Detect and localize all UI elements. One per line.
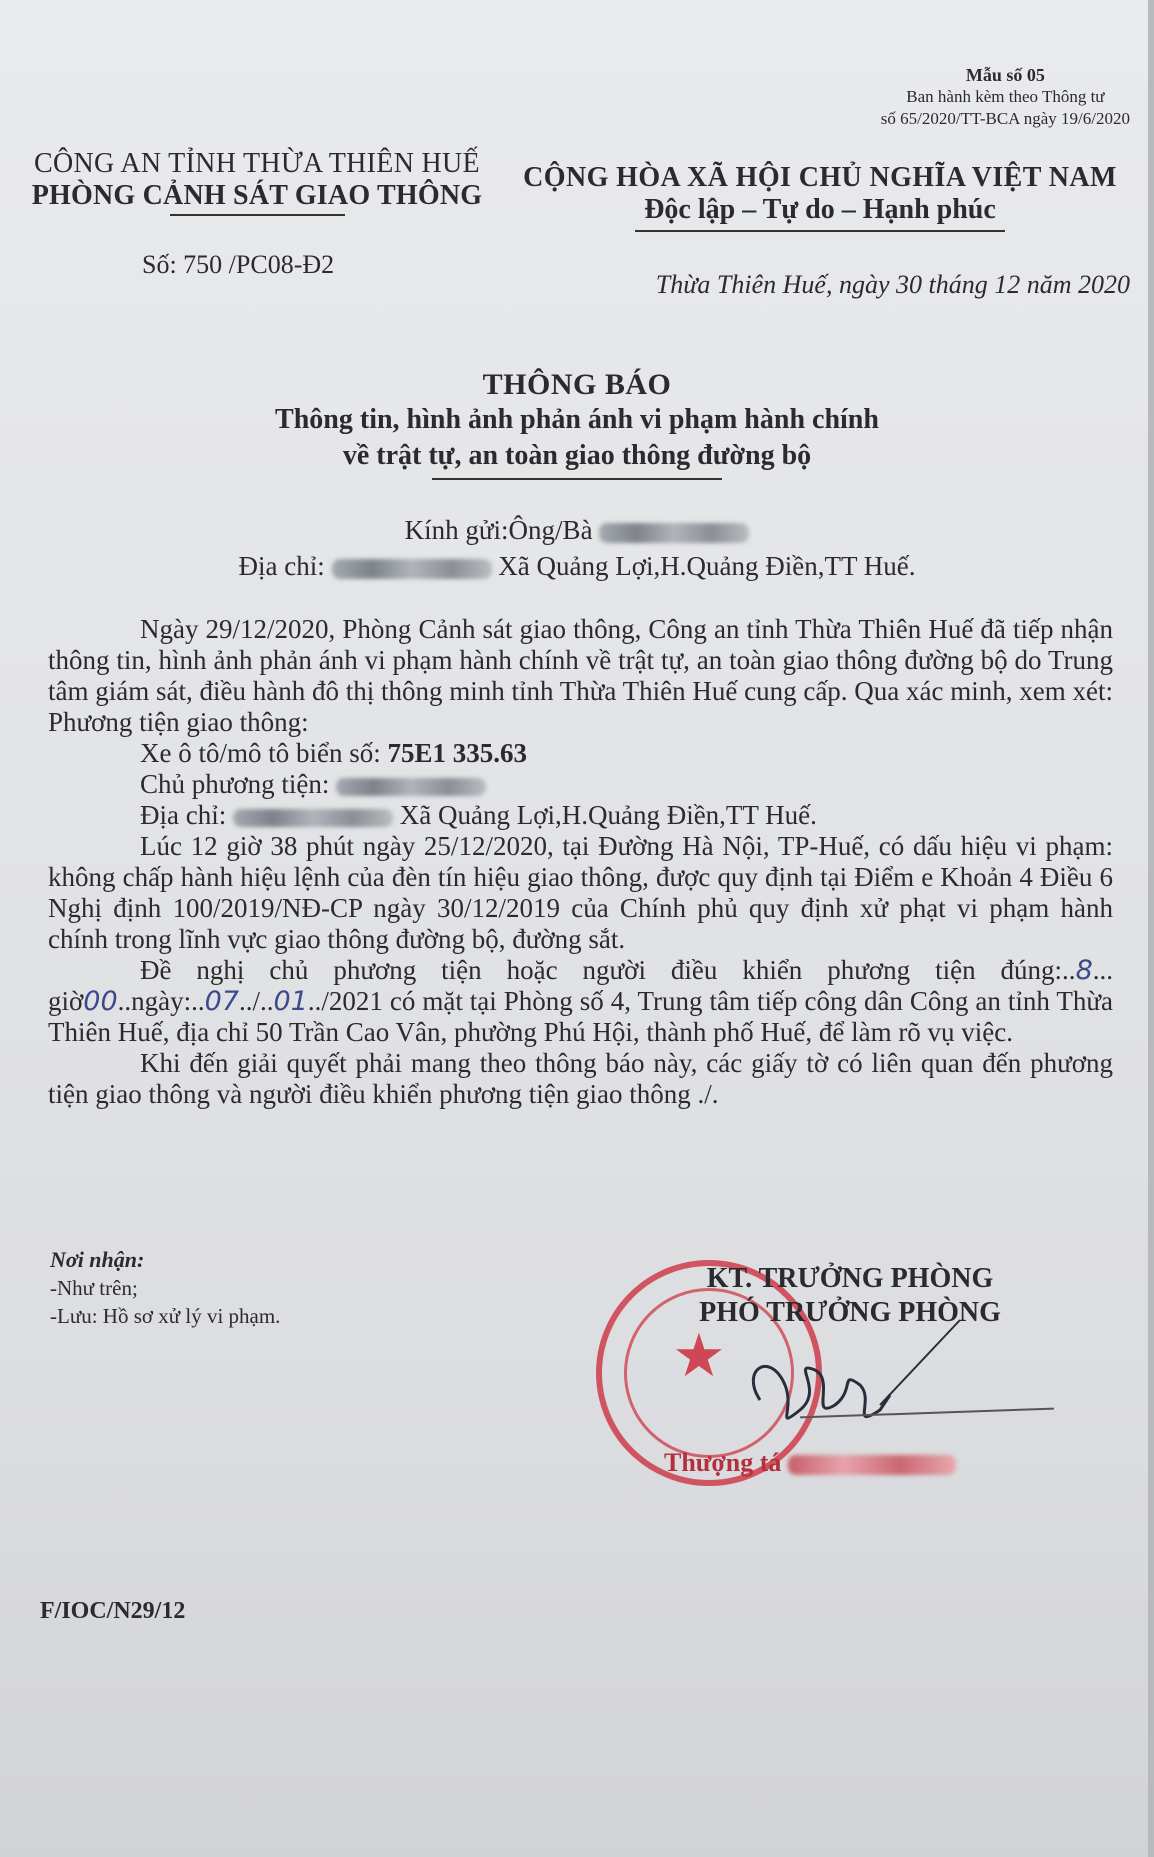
title-underline — [432, 478, 722, 480]
form-note-line1: Ban hành kèm theo Thông tư — [906, 87, 1105, 106]
plate-number: 75E1 335.63 — [387, 738, 527, 768]
agency-underline — [170, 214, 345, 216]
recipient-greeting: Kính gửi:Ông/Bà — [404, 515, 593, 545]
footer-code: F/IOC/N29/12 — [40, 1598, 186, 1624]
title-sub2: về trật tự, an toàn giao thông đường bộ — [342, 440, 812, 471]
recipients-list — [50, 1246, 280, 1330]
stamp-star-icon: ★ — [672, 1321, 726, 1391]
signer-rank: Thượng tá — [664, 1448, 782, 1477]
owner-label: Chủ phương tiện: — [140, 769, 330, 799]
handwritten-month: 01 — [273, 986, 308, 1017]
recipient-address-label: Địa chỉ: — [238, 551, 325, 581]
p3-part-b: giờ — [48, 986, 84, 1016]
body-paragraph-3: Đề nghị chủ phương tiện hoặc người điều khiển phương tiện đúng:..8... giờ00..ngày:..07../..01../2021 có mặt tại Phòng số 4, Trung tâm tiếp công dân Công an tỉnh Thừa Thiên Huế, địa chỉ 50 Trần Cao Vân, phường Phú Hội, thành phố Huế, để làm rõ vụ việc. — [48, 955, 1113, 1047]
owner-address: Xã Quảng Lợi,H.Quảng Điền,TT Huế. — [399, 800, 817, 830]
body-paragraph-2: Lúc 12 giờ 38 phút ngày 25/12/2020, tại Đường Hà Nội, TP-Huế, có dấu hiệu vi phạm: không chấp hành hiệu lệnh của đèn tín hiệu giao thông, được quy định tại Điểm e Khoản 4 Điều 6 Nghị định 100/2019/NĐ-CP ngày 30/12/2019 của Chính phủ quy định xử phạt vi phạm hành chính trong lĩnh vực giao thông đường bộ, đường sắt. — [48, 831, 1113, 954]
recipient-address: Xã Quảng Lợi,H.Quảng Điền,TT Huế. — [498, 551, 916, 581]
plate-line — [48, 738, 1113, 769]
national-header — [510, 162, 1130, 232]
handwritten-day: 07 — [204, 986, 239, 1017]
recipients-item-2: -Lưu: Hồ sơ xử lý vi phạm. — [50, 1304, 281, 1328]
title-sub1: Thông tin, hình ảnh phản ánh vi phạm hành chính — [275, 404, 879, 435]
handwritten-hour: 8 — [1075, 955, 1093, 986]
form-note — [881, 64, 1130, 130]
issue-date: Thừa Thiên Huế, ngày 30 tháng 12 năm 2020 — [655, 270, 1130, 299]
page-edge-shadow — [1148, 0, 1154, 1857]
recipient-block — [0, 512, 1154, 584]
agency-parent: CÔNG AN TỈNH THỪA THIÊN HUẾ — [34, 148, 480, 179]
p3-part-e: ../2021 có mặt tại Phòng số 4, Trung tâm tiếp công dân Công an tỉnh Thừa Thiên Huế, địa chỉ 50 Trần Cao Vân, phường Phú Hội, thành phố Huế, để làm rõ vụ việc. — [48, 986, 1113, 1047]
signature-line-1: KT. TRƯỞNG PHÒNG — [706, 1263, 994, 1294]
p3-part-a: Đề nghị chủ phương tiện hoặc người điều khiển phương tiện đúng:.. — [140, 955, 1076, 985]
owner-address-label: Địa chỉ: — [140, 800, 227, 830]
national-motto: Độc lập – Tự do – Hạnh phúc — [644, 194, 996, 225]
redacted-signer-name — [788, 1455, 956, 1475]
redacted-name — [599, 523, 749, 543]
document-number: Số: 750 /PC08-Đ2 — [142, 250, 335, 279]
recipients-item-1: -Như trên; — [50, 1276, 138, 1300]
form-number: Mẫu số 05 — [965, 65, 1045, 85]
recipients-heading: Nơi nhận: — [50, 1247, 145, 1272]
form-note-line2: số 65/2020/TT-BCA ngày 19/6/2020 — [880, 109, 1130, 128]
agency-name: PHÒNG CẢNH SÁT GIAO THÔNG — [31, 180, 483, 211]
owner-line — [48, 769, 1113, 800]
title-main: THÔNG BÁO — [482, 368, 672, 401]
body-paragraph-4: Khi đến giải quyết phải mang theo thông báo này, các giấy tờ có liên quan đến phương tiện giao thông và người điều khiển phương tiện giao thông ./. — [48, 1048, 1113, 1109]
redacted-owner — [336, 778, 486, 796]
owner-address-line — [48, 800, 1113, 831]
plate-label: Xe ô tô/mô tô biển số: — [140, 738, 388, 768]
redacted-owner-address — [233, 809, 393, 827]
p3-part-d: ../.. — [239, 986, 274, 1016]
motto-underline — [635, 230, 1005, 232]
national-title: CỘNG HÒA XÃ HỘI CHỦ NGHĨA VIỆT NAM — [523, 162, 1117, 193]
redacted-address — [332, 559, 492, 579]
recipient-line — [0, 512, 1154, 548]
agency-header — [22, 148, 492, 216]
notice-body — [48, 614, 1113, 1110]
document-title — [0, 368, 1154, 480]
signature-line-2: PHÓ TRƯỞNG PHÒNG — [699, 1297, 1001, 1328]
recipient-address-line — [0, 548, 1154, 584]
body-paragraph-1: Ngày 29/12/2020, Phòng Cảnh sát giao thông, Công an tỉnh Thừa Thiên Huế đã tiếp nhận thông tin, hình ảnh phản ánh vi phạm hành chính về trật tự, an toàn giao thông đường bộ do Trung tâm giám sát, điều hành đô thị thông minh tỉnh Thừa Thiên Huế cung cấp. Qua xác minh, xem xét: Phương tiện giao thông: — [48, 614, 1113, 737]
p3-part-c: ..ngày:.. — [117, 986, 205, 1016]
handwritten-minute: 00 — [83, 986, 118, 1017]
signer-name — [664, 1448, 956, 1478]
handwritten-signature — [730, 1290, 1030, 1450]
